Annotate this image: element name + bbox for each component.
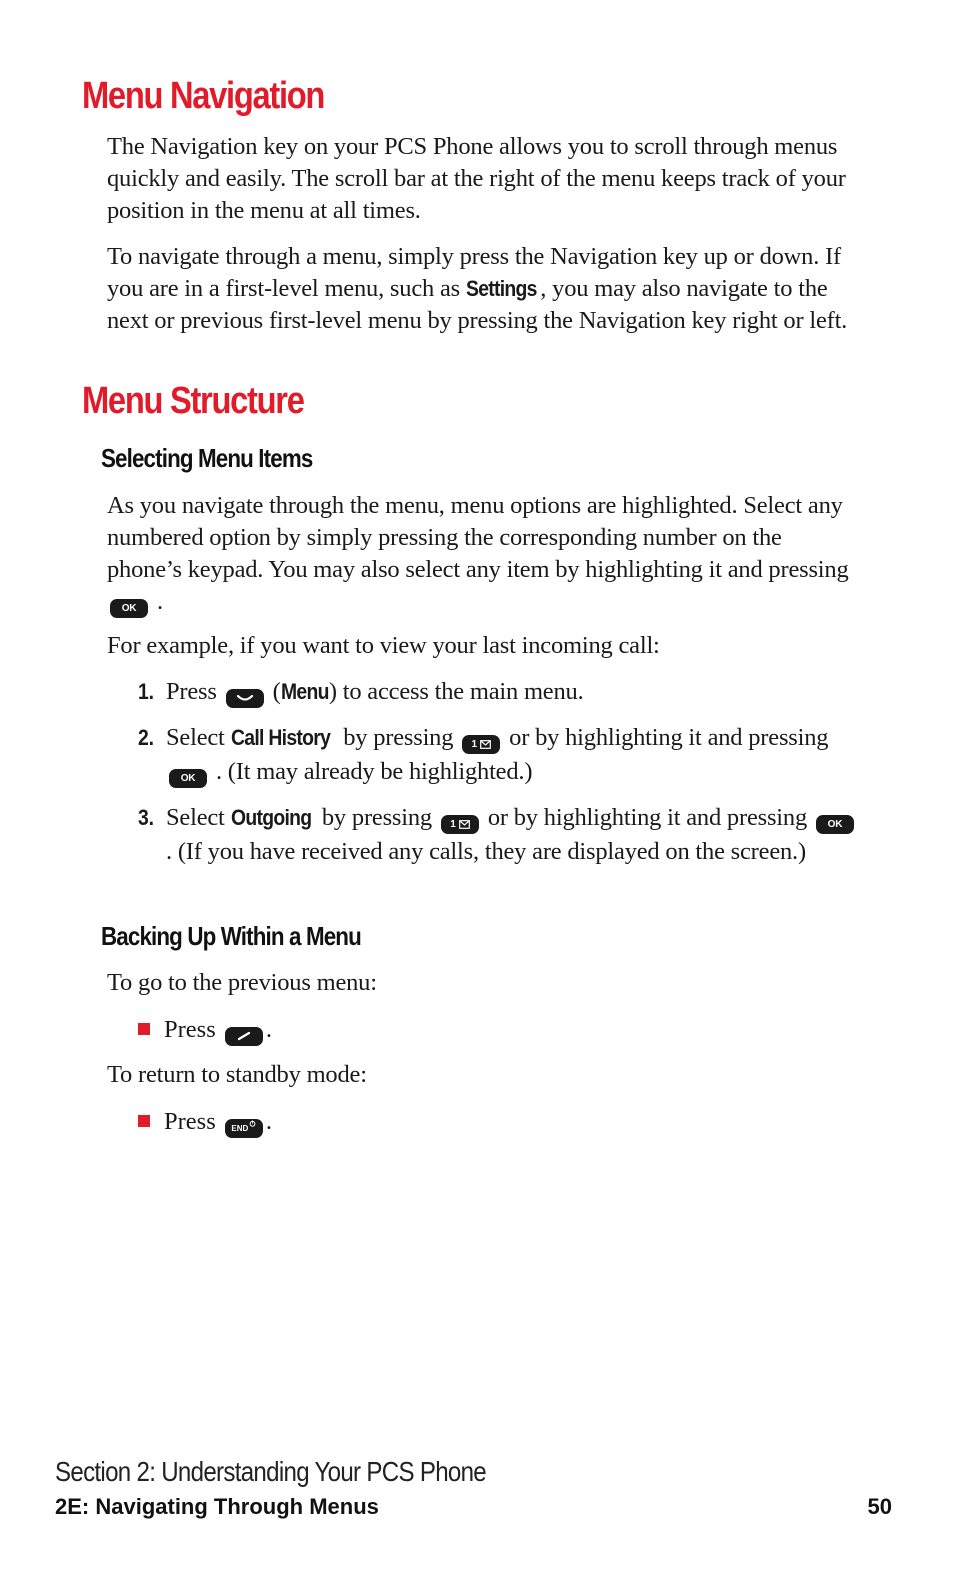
heading-menu-navigation: Menu Navigation [82, 75, 325, 117]
text-segment: or by highlighting it and pressing [509, 724, 829, 751]
ok-key-icon: OK [169, 769, 207, 788]
paragraph-previous-menu: To go to the previous menu: [107, 969, 377, 996]
text-segment: . (It may already be highlighted.) [215, 758, 533, 785]
one-key-label: 1 [471, 739, 477, 750]
text-segment: ) to access the main menu. [328, 678, 584, 705]
paragraph-navigate-menu [107, 241, 852, 337]
heading-menu-structure: Menu Structure [82, 380, 304, 422]
text-segment: . [265, 1108, 272, 1135]
text-segment: Select [166, 804, 231, 831]
bullet-square-icon [138, 1115, 150, 1127]
end-key-icon [225, 1119, 263, 1138]
text-segment: As you navigate through the menu, menu options are highlighted. Select any numbered option by simply pressing the corresponding number on the phone’s keypad. You may also select any item by highlighting it and pressing [107, 492, 849, 583]
ok-key-icon: OK [110, 599, 148, 618]
subheading-backing-up: Backing Up Within a Menu [101, 921, 361, 951]
one-key-icon [441, 815, 479, 834]
power-icon [249, 1120, 256, 1127]
subheading-selecting-menu-items: Selecting Menu Items [101, 443, 313, 473]
bullet-square-icon [138, 1023, 150, 1035]
list-item-step-1 [138, 675, 868, 709]
paragraph-standby: To return to standby mode: [107, 1061, 367, 1088]
text-segment: Press [166, 678, 217, 705]
text-segment: , you may also navigate to the next or previous first-level menu by pressing the Navigation key right or left. [107, 275, 848, 334]
footer-subsection-title: 2E: Navigating Through Menus [55, 1494, 379, 1519]
step-number: 3. [138, 805, 154, 830]
keyword-menu: Menu [280, 679, 329, 704]
step-body [166, 721, 868, 789]
envelope-icon [480, 740, 491, 749]
paragraph-example: For example, if you want to view your last incoming call: [107, 632, 660, 659]
list-item-step-2 [138, 721, 868, 789]
left-softkey-icon [226, 689, 264, 708]
paragraph-selecting [107, 490, 852, 618]
step-body [166, 801, 868, 869]
page-number: 50 [867, 1494, 892, 1519]
end-key-label: END [231, 1124, 249, 1133]
text-segment: To navigate through a menu, simply press the Navigation key up or down. If you are in a first-level menu, such as [107, 243, 841, 302]
footer-section-title: Section 2: Understanding Your PCS Phone [55, 1456, 487, 1487]
text-segment: ( [272, 678, 281, 705]
bullet-press-back [138, 1013, 272, 1047]
text-segment: . [156, 588, 163, 615]
step-number: 1. [138, 679, 154, 704]
step-body [166, 675, 868, 709]
one-key-label: 1 [450, 819, 456, 830]
keyword-settings: Settings [465, 276, 537, 301]
keyword-call-history: Call History [230, 725, 330, 750]
text-segment: by pressing [315, 804, 432, 831]
text-segment: Press [164, 1108, 216, 1135]
back-key-icon [225, 1027, 263, 1046]
ok-key-icon: OK [816, 815, 854, 834]
keyword-outgoing: Outgoing [230, 805, 311, 830]
text-segment: . (If you have received any calls, they are displayed on the screen.) [166, 838, 806, 865]
text-segment: by pressing [337, 724, 454, 751]
envelope-icon [459, 820, 470, 829]
text-segment: . [265, 1016, 272, 1043]
one-key-icon [462, 735, 500, 754]
text-segment: or by highlighting it and pressing [487, 804, 807, 831]
bullet-press-end [138, 1105, 272, 1139]
step-number: 2. [138, 725, 154, 750]
list-item-step-3 [138, 801, 868, 869]
text-segment: Select [166, 724, 231, 751]
paragraph-navigation-key: The Navigation key on your PCS Phone allows you to scroll through menus quickly and easily. The scroll bar at the right of the menu keeps track of your position in the menu at all times. [107, 133, 846, 224]
text-segment: Press [164, 1016, 216, 1043]
